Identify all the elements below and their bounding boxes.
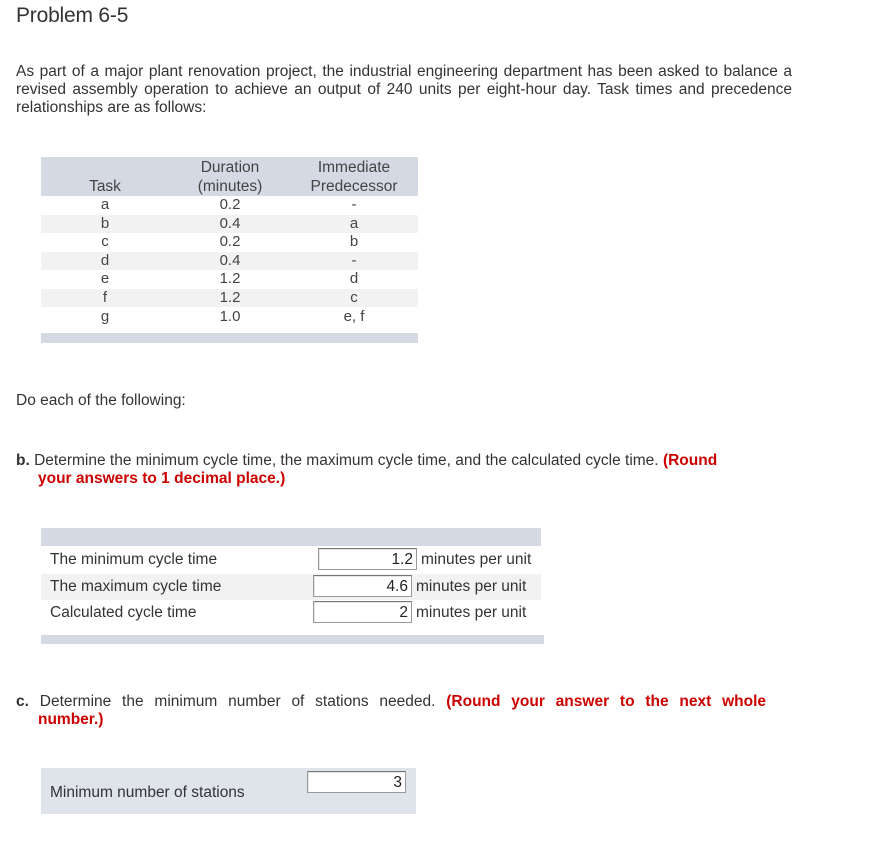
table-row [41,289,418,308]
table-row [41,233,418,252]
max-cycle-unit: minutes per unit [416,578,527,595]
predecessor-cell: d [349,270,359,287]
header-duration-line1: Duration [200,159,260,176]
duration-cell: 0.4 [219,214,241,232]
answer-table-c [41,768,416,814]
calc-cycle-unit: minutes per unit [416,604,527,621]
duration-cell: 0.4 [219,251,241,269]
duration-cell: 1.2 [219,270,241,287]
header-predecessor-line1: Immediate [317,159,391,176]
min-stations-label: Minimum number of stations [50,784,245,801]
min-cycle-label: The minimum cycle time [50,551,218,568]
header-task: Task [89,178,121,195]
table-row [41,196,418,215]
table-row [41,215,418,234]
question-b [16,452,776,488]
question-c-label: c. [16,693,29,710]
duration-cell: 1.0 [219,308,241,325]
predecessor-cell: b [349,233,359,250]
duration-cell: 0.2 [219,233,241,250]
calc-cycle-label: Calculated cycle time [50,604,197,621]
duration-cell: 1.2 [219,288,241,306]
task-cell: c [101,233,109,250]
question-b-label: b. [16,452,30,469]
task-table-header [41,157,418,196]
question-c-note-1: (Round your answer to the next whole [446,693,766,710]
task-cell: d [100,251,110,269]
predecessor-cell: c [350,288,358,306]
header-predecessor [303,158,405,196]
task-table-footer [41,333,418,343]
answer-table-b [41,528,544,644]
instructions-text: Do each of the following: [16,392,186,409]
task-cell: b [100,214,110,232]
question-b-note-2: your answers to 1 decimal place.) [38,470,286,487]
max-cycle-input[interactable]: 4.6 [313,575,412,597]
header-duration-line2: (minutes) [197,178,263,195]
task-cell: g [100,308,110,325]
question-c [16,693,776,729]
page-title: Problem 6-5 [16,4,129,27]
predecessor-cell: a [349,214,359,232]
predecessor-cell: - [351,196,357,213]
answer-table-b-header [41,528,541,546]
problem-intro: As part of a major plant renovation project, the industrial engineering department has been asked to balance a revised assembly operation to achieve an output of 240 units per eight-hour day. Task times and precedence relationships are as follows: [16,63,792,116]
min-stations-input[interactable]: 3 [307,771,406,793]
task-cell: f [102,288,108,306]
calc-cycle-input[interactable]: 2 [313,601,412,623]
task-cell: e [100,270,110,287]
min-cycle-input[interactable]: 1.2 [318,548,417,570]
table-row [41,252,418,271]
predecessor-cell: - [351,251,357,269]
question-c-note-2: number.) [38,711,104,728]
duration-cell: 0.2 [219,196,241,213]
question-b-text: Determine the minimum cycle time, the maximum cycle time, and the calculated cycle time. [34,452,659,469]
predecessor-cell: e, f [343,308,365,325]
header-duration [189,158,271,196]
table-row [41,308,418,327]
answer-table-b-footer [41,635,544,644]
question-b-note-1: (Round [662,452,718,469]
task-cell: a [100,196,110,213]
max-cycle-label: The maximum cycle time [50,578,222,595]
task-table [41,157,418,343]
header-predecessor-line2: Predecessor [310,178,398,195]
min-cycle-unit: minutes per unit [421,551,532,568]
answer-row-calc-cycle [41,600,541,626]
answer-row-min-cycle [41,547,541,573]
table-row [41,270,418,289]
question-c-text: Determine the minimum number of stations needed. [39,693,436,710]
answer-row-max-cycle [41,574,541,600]
